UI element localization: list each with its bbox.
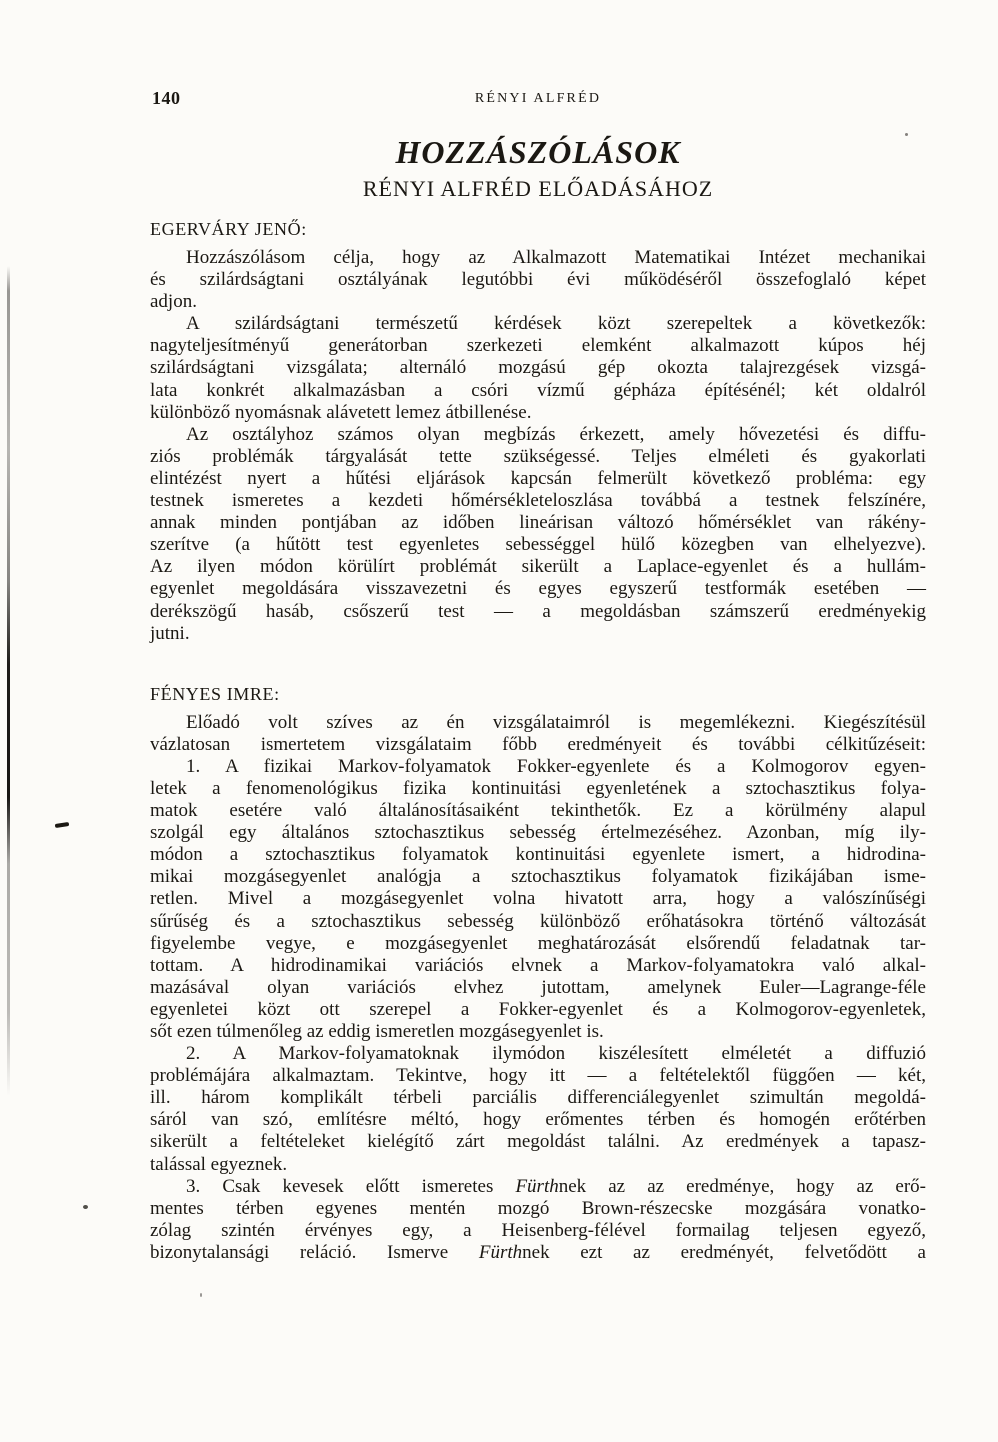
speaker-name: FÉNYES IMRE: bbox=[150, 683, 280, 704]
text-line: Hozzászólásom célja, hogy az Alkalmazott Matematikai Intézet mechanikai bbox=[186, 247, 926, 268]
text-line: annak minden pontjában az időben lineárisan változó hőmérséklet van rákény- bbox=[150, 512, 926, 534]
discussion-section bbox=[150, 683, 926, 1264]
text-line: különböző nyomásnak alávetett lemez átbillenése. bbox=[150, 401, 532, 423]
text-line: adjon. bbox=[150, 291, 197, 313]
text-line: sáról van szó, említésre méltó, hogy erőmentes térben és homogén erőtérben bbox=[150, 1109, 926, 1131]
text-line: nagyteljesítményű generátorban szerkezeti elemként alkalmazott kúpos héj bbox=[150, 335, 926, 357]
text-line: bizonytalansági reláció. Ismerve Fürthnek ezt az eredményét, felvetődött a bbox=[150, 1241, 926, 1263]
paragraph bbox=[150, 1043, 926, 1176]
text-line: egyenletei közt ott szerepel a Fokker-egyenlet és a Kolmogorov-egyenletek, bbox=[150, 998, 926, 1020]
text-line: szolgál egy általános sztochasztikus sebesség értelmezéséhez. Azonban, míg ily- bbox=[150, 822, 926, 844]
text-line: 3. Csak kevesek előtt ismeretes Fürthnek az az eredménye, hogy az erő- bbox=[186, 1175, 926, 1197]
paragraph bbox=[150, 247, 926, 313]
text-line: derékszögű hasáb, csőszerű test — a megoldásban számszerű eredményekig bbox=[150, 600, 926, 622]
paragraph bbox=[150, 712, 926, 756]
text-line: retlen. Mivel a mozgásegyenlet volna hivatott arra, hogy a valószínűségi bbox=[150, 888, 926, 910]
text-line: sőt ezen túlmenőleg az eddig ismeretlen mozgásegyenlet is. bbox=[150, 1021, 604, 1042]
text-line: matok esetére való általánosításaiként tekinthetők. Ez a körülmény alapul bbox=[150, 800, 926, 822]
text-line: és szilárdságtani osztályának legutóbbi évi működéséről összefoglaló képet bbox=[150, 269, 926, 291]
paragraph bbox=[150, 313, 926, 423]
paragraph bbox=[150, 1176, 926, 1264]
running-head: RÉNYI ALFRÉD bbox=[474, 91, 602, 106]
speaker-name: EGERVÁRY JENŐ: bbox=[150, 219, 307, 239]
text-line: tottam. A hidrodinamikai variációs elvnek a Markov-folyamatokra való alkal- bbox=[150, 954, 926, 976]
discussion-section bbox=[150, 218, 926, 645]
text-line: mazásával olyan variációs elvhez jutottam, amelynek Euler—Lagrange-féle bbox=[150, 976, 926, 998]
text-line: A szilárdságtani természetű kérdések közt szerepeltek a következők: bbox=[186, 313, 926, 335]
scan-edge-artifact bbox=[7, 266, 10, 1096]
sections bbox=[150, 218, 926, 1264]
ink-speck bbox=[83, 1205, 88, 1209]
text-line: elintézést nyert a hűtési eljárások kapcsán felmerült következő probléma: egy bbox=[150, 467, 926, 489]
text-line: problémájára alkalmaztam. Tekintve, hogy itt — a feltételektől függően — két, bbox=[150, 1065, 926, 1087]
text-line: szilárdságtani vizsgálata; alternáló mozgású gép okozta talajrezgések vizsgá- bbox=[150, 357, 926, 379]
paragraph bbox=[150, 756, 926, 1043]
text-line: módon a sztochasztikus folyamatok kontinuitási egyenlete ismert, a hidrodina- bbox=[150, 844, 926, 866]
ink-speck bbox=[905, 133, 908, 136]
text-line: 2. A Markov-folyamatoknak ilymódon kiszélesített elméletét a diffuzió bbox=[186, 1043, 926, 1065]
text-line: egyenlet megoldására visszavezetni és egyes egyszerű testformák esetében — bbox=[150, 578, 926, 600]
text-line: talással egyeznek. bbox=[150, 1153, 288, 1175]
text-line: ill. három komplikált térbeli parciális differenciálegyenlet szimultán megoldá- bbox=[150, 1087, 926, 1109]
text-line: mentes térben egyenes mentén mozgó Brown-részecske mozgására vonatko- bbox=[150, 1197, 926, 1219]
text-line: zólag szintén érvényes egy, a Heisenberg-félével formailag teljesen egyező, bbox=[150, 1219, 926, 1241]
text-line: szerítve (a hűtött test egyenletes sebességgel hülő közegben van elhelyezve). bbox=[150, 534, 926, 556]
text-line: Az ilyen módon körülírt problémát sikerült a Laplace-egyenlet és a hullám- bbox=[150, 556, 926, 578]
text-line: letek a fenomenológikus fizika kontinuitási egyenletének a sztochasztikus folya- bbox=[150, 777, 926, 799]
text-line: lata konkrét alkalmazásban a csóri vízmű gépháza építésénél; két oldalról bbox=[150, 379, 926, 401]
ink-speck bbox=[200, 1293, 202, 1297]
text-line: 1. A fizikai Markov-folyamatok Fokker-egyenlete és a Kolmogorov egyen- bbox=[186, 755, 926, 777]
masthead bbox=[150, 134, 926, 202]
page-number: 140 bbox=[152, 88, 181, 108]
text-line: ziós problémák tárgyalását tette szükségessé. Teljes elméleti és gyakorlati bbox=[150, 445, 926, 467]
text-line: sikerült a feltételeket kielégítő zárt megoldást találni. Az eredmények a tapasz- bbox=[150, 1131, 926, 1153]
page-header bbox=[150, 88, 926, 110]
text-line: testnek ismeretes a kezdeti hőmérsékleteloszlása továbbá a testnek felszínére, bbox=[150, 490, 926, 512]
article-title: HOZZÁSZÓLÁSOK bbox=[395, 134, 681, 170]
paragraph bbox=[150, 424, 926, 645]
article-subtitle: RÉNYI ALFRÉD ELŐADÁSÁHOZ bbox=[362, 176, 714, 201]
text-line: vázlatosan ismertetem vizsgálataim főbb eredményeit és további célkitűzéseit: bbox=[150, 733, 926, 755]
text-line: Az osztályhoz számos olyan megbízás érkezett, amely hővezetési és diffu- bbox=[186, 423, 926, 445]
text-line: jutni. bbox=[150, 622, 190, 644]
text-line: mikai mozgásegyenlet analógja a sztochasztikus folyamatok fizikájában isme- bbox=[150, 866, 926, 888]
text-line: sűrűség és a sztochasztikus sebesség különböző erőhatásokra történő változását bbox=[150, 910, 926, 932]
margin-dash-mark bbox=[55, 822, 69, 828]
text-line: Előadó volt szíves az én vizsgálataimról is megemlékezni. Kiegészítésül bbox=[186, 711, 926, 733]
text-line: figyelembe vegye, e mozgásegyenlet meghatározását elsőrendű feladatnak tar- bbox=[150, 932, 926, 954]
